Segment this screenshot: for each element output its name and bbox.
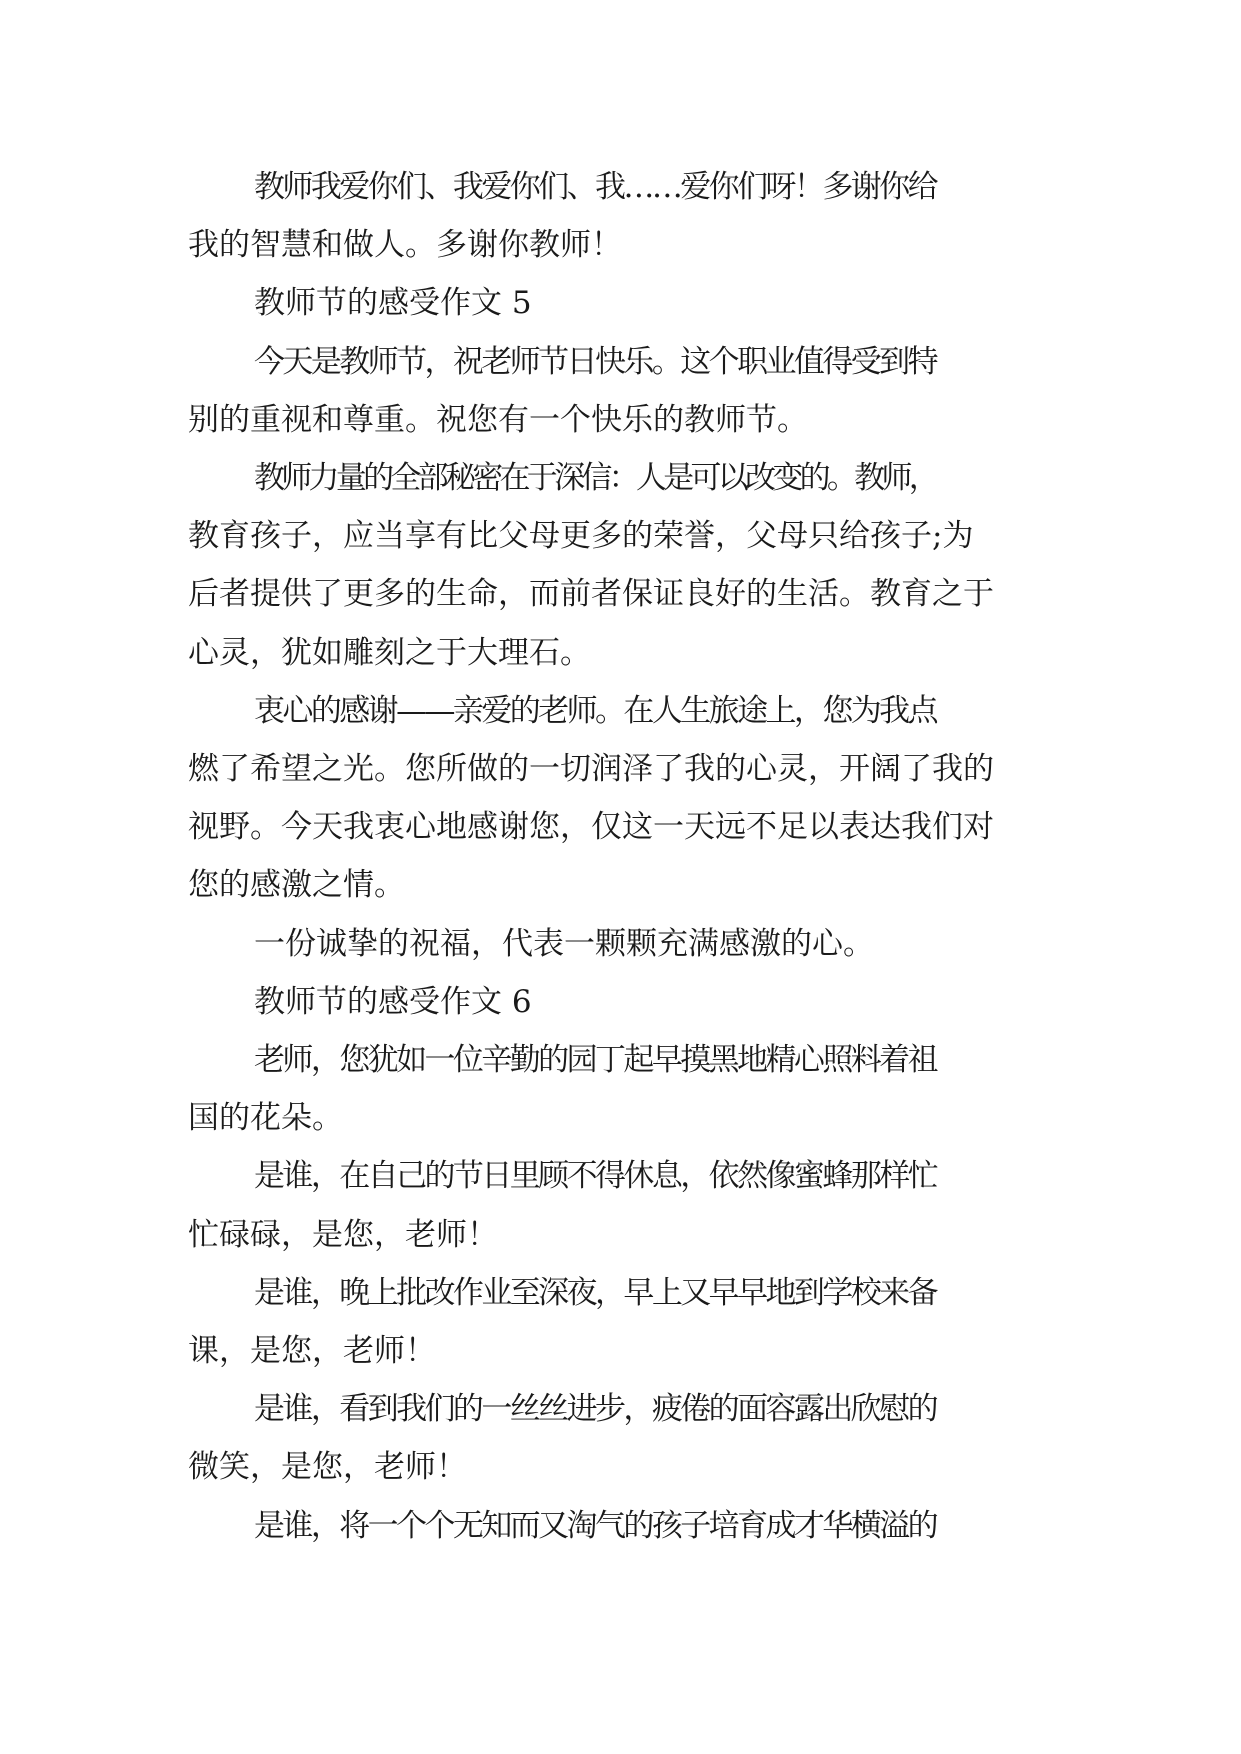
paragraph — [188, 1031, 1068, 1147]
text-line: 是谁，晚上批改作业至深夜，早上又早早地到学校来备 — [254, 1274, 936, 1311]
text-line: 是谁，将一个个无知而又淘气的孩子培育成才华横溢的 — [254, 1507, 936, 1544]
paragraph — [188, 1380, 1068, 1496]
text-line: 教师节的感受作文 6 — [254, 983, 532, 1020]
text-line: 教育孩子，应当享有比父母更多的荣誉，父母只给孩子;为 — [188, 518, 974, 555]
text-line: 老师，您犹如一位辛勤的园丁起早摸黑地精心照料着祖 — [254, 1042, 936, 1079]
section-heading — [188, 274, 1068, 332]
text-line: 视野。今天我衷心地感谢您，仅这一天远不足以表达我们对 — [188, 809, 994, 846]
text-line: 微笑，是您，老师！ — [188, 1449, 467, 1486]
paragraph — [188, 449, 1068, 682]
paragraph — [188, 333, 1068, 449]
text-line: 别的重视和尊重。祝您有一个快乐的教师节。 — [188, 401, 808, 438]
text-line: 教师我爱你们、我爱你们、我……爱你们呀！多谢你给 — [254, 169, 936, 205]
text-line: 忙碌碌，是您，老师！ — [188, 1216, 498, 1253]
text-line: 燃了希望之光。您所做的一切润泽了我的心灵，开阔了我的 — [188, 751, 994, 788]
paragraph — [188, 1497, 1068, 1555]
text-line: 心灵，犹如雕刻之于大理石。 — [188, 634, 591, 671]
paragraph — [188, 1147, 1068, 1263]
text-line: 衷心的感谢——亲爱的老师。在人生旅途上，您为我点 — [254, 692, 936, 729]
text-line: 教师力量的全部秘密在于深信：人是可以改变的。教师， — [254, 460, 936, 497]
text-line: 是谁，看到我们的一丝丝进步，疲倦的面容露出欣慰的 — [254, 1391, 936, 1428]
text-line: 今天是教师节，祝老师节日快乐。这个职业值得受到特 — [254, 343, 936, 380]
paragraph — [188, 158, 1068, 274]
paragraph — [188, 1264, 1068, 1380]
paragraph — [188, 915, 1068, 973]
text-line: 后者提供了更多的生命，而前者保证良好的生活。教育之于 — [188, 576, 994, 613]
text-line: 您的感激之情。 — [188, 867, 405, 904]
text-line: 国的花朵。 — [188, 1100, 343, 1137]
text-line: 教师节的感受作文 5 — [254, 285, 532, 322]
text-line: 我的智慧和做人。多谢你教师！ — [188, 227, 622, 264]
text-line: 一份诚挚的祝福，代表一颗颗充满感激的心。 — [254, 925, 874, 962]
document-body — [188, 158, 1068, 1555]
section-heading — [188, 973, 1068, 1031]
text-line: 是谁，在自己的节日里顾不得休息，依然像蜜蜂那样忙 — [254, 1158, 936, 1195]
paragraph — [188, 682, 1068, 915]
text-line: 课，是您，老师！ — [188, 1333, 436, 1370]
